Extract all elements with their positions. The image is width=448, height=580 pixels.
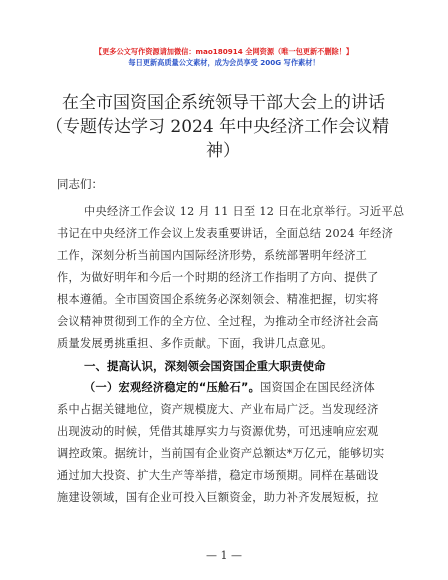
page-number: — 1 — <box>206 549 242 562</box>
subsection-text: 国资国企在国民经济体 <box>260 381 376 394</box>
promo-banner-line1: 【更多公文写作资源请加微信：mao180914 全网资源（唯一包更新不删除！】 <box>94 47 354 56</box>
greeting: 同志们： <box>57 177 103 191</box>
para1-line: 书记在中央经济工作会议上发表重要讲话，全面总结 2024 年经济 <box>57 227 394 240</box>
para1-line: 工作，深刻分析当前国内国际经济形势，系统部署明年经济工 <box>57 249 368 262</box>
para2-line: 通过加大投资、扩大生产等举措，稳定市场预期。同样在基础设 <box>57 469 379 482</box>
doc-title-line1: 在全市国资国企系统领导干部大会上的讲话 <box>62 93 385 113</box>
doc-title-line3: 神） <box>206 141 240 161</box>
para1-line: 质量发展勇挑重担、多作贡献。下面，我讲几点意见。 <box>57 337 333 350</box>
subsection-title: （一）宏观经济稳定的“压舱石”。 <box>84 381 261 394</box>
para2-line: 施建设领域，国有企业可投入巨额资金，助力补齐发展短板，拉 <box>57 491 379 504</box>
doc-title-line2: （专题传达学习 2024 年中央经济工作会议精 <box>46 117 390 137</box>
para2-line: 调控政策。据统计，当前国有企业资产总额达*万亿元，能够切实 <box>57 447 385 460</box>
promo-banner-line2: 每日更新高质量公文素材，成为会员享受 200G 写作素材！ <box>128 58 320 67</box>
subsection-line <box>84 380 424 395</box>
para2-line: 出现波动的时候，凭借其雄厚实力与资源优势，可迅速响应宏观 <box>57 425 379 438</box>
para1-line: 中央经济工作会议 12 月 11 日至 12 日在北京举行。习近平总 <box>84 205 405 218</box>
para1-line: 会议精神贯彻到工作的全方位、全过程，为推动全市经济社会高 <box>57 315 379 328</box>
section-heading: 一、提高认识，深刻领会国资国企重大职责使命 <box>84 359 326 373</box>
para1-line: 作，为做好明年和今后一个时期的经济工作指明了方向、提供了 <box>57 271 379 284</box>
para1-line: 根本遵循。全市国资国企系统务必深刻领会、精准把握，切实将 <box>57 293 379 306</box>
para2-line: 系中占据关键地位，资产规模庞大、产业布局广泛。当发现经济 <box>57 403 379 416</box>
